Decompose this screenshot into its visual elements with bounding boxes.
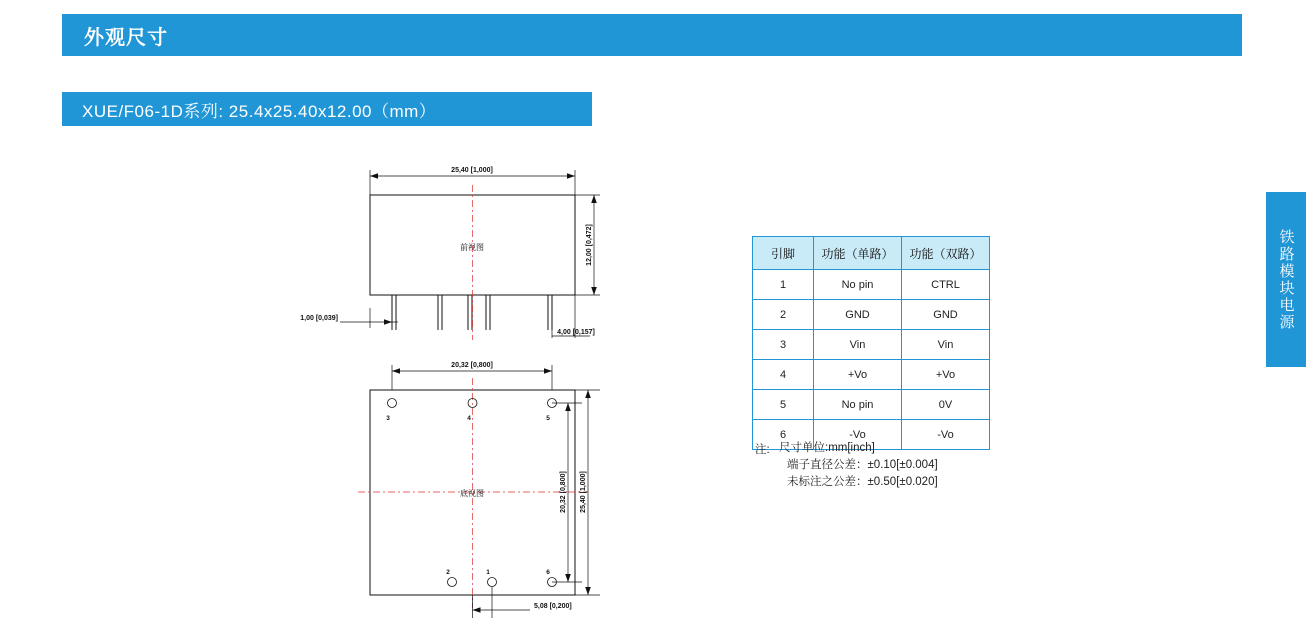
cell-pin: 2 [753, 300, 814, 330]
dim-bottom-height-inner: 20,32 [0,800] [560, 471, 567, 513]
dim-bottom-pin-pitch: 5,08 [0,200] [534, 603, 572, 610]
pin-function-table [752, 236, 990, 450]
note-line-units: 尺寸单位:mm[inch] [779, 442, 875, 454]
table-header-pin: 引脚 [753, 237, 814, 270]
front-view-label: 前视图 [460, 243, 484, 252]
table-header-row [753, 237, 990, 270]
notes-block [755, 440, 938, 491]
cell-single: Vin [814, 330, 902, 360]
pin-label-4: 4 [467, 415, 471, 422]
cell-pin: 4 [753, 360, 814, 390]
table-header-dual: 功能（双路） [902, 237, 990, 270]
dim-bottom-height-outer: 25,40 [1,000] [580, 471, 587, 513]
table-row [753, 360, 990, 390]
pin-label-1: 1 [486, 569, 490, 576]
dim-pin-length: 4,00 [0,157] [557, 329, 595, 336]
cell-pin: 6 [753, 420, 814, 450]
table-header-single: 功能（单路） [814, 237, 902, 270]
pin-label-5: 5 [546, 415, 550, 422]
bottom-view-label: 底视图 [460, 489, 484, 498]
series-title: XUE/F06-1D系列: 25.4x25.40x12.00（mm） [82, 101, 437, 121]
dim-pin-left-offset: 1,00 [0,039] [300, 315, 338, 322]
side-tab-label: 铁路模块电源 [1277, 228, 1295, 331]
pin-label-3: 3 [386, 415, 390, 422]
dim-bottom-pitch-width: 20,32 [0,800] [451, 362, 493, 369]
dim-top-width: 25,40 [1,000] [451, 167, 493, 174]
cell-dual: CTRL [902, 270, 990, 300]
cell-single: GND [814, 300, 902, 330]
table-row [753, 270, 990, 300]
section-header-bar [62, 14, 1242, 56]
note-line-general-tolerance: 未标注之公差：±0.50[±0.020] [787, 476, 938, 488]
cell-single: +Vo [814, 360, 902, 390]
cell-dual: Vin [902, 330, 990, 360]
cell-pin: 1 [753, 270, 814, 300]
mechanical-drawing [300, 150, 680, 610]
series-header-bar [62, 92, 592, 126]
side-tab-category [1266, 192, 1306, 367]
pin-label-6: 6 [546, 569, 550, 576]
cell-dual: -Vo [902, 420, 990, 450]
dim-body-height: 12,00 [0,472] [586, 224, 593, 266]
notes-label: 注: [755, 444, 770, 456]
cell-single: No pin [814, 390, 902, 420]
note-line-pin-tolerance: 端子直径公差：±0.10[±0.004] [787, 459, 938, 471]
table-row [753, 390, 990, 420]
page-title: 外观尺寸 [84, 26, 168, 49]
cell-single: No pin [814, 270, 902, 300]
table-row [753, 300, 990, 330]
cell-dual: 0V [902, 390, 990, 420]
cell-pin: 3 [753, 330, 814, 360]
pin-label-2: 2 [446, 569, 450, 576]
cell-dual: +Vo [902, 360, 990, 390]
cell-single: -Vo [814, 420, 902, 450]
cell-dual: GND [902, 300, 990, 330]
cell-pin: 5 [753, 390, 814, 420]
table-row [753, 330, 990, 360]
